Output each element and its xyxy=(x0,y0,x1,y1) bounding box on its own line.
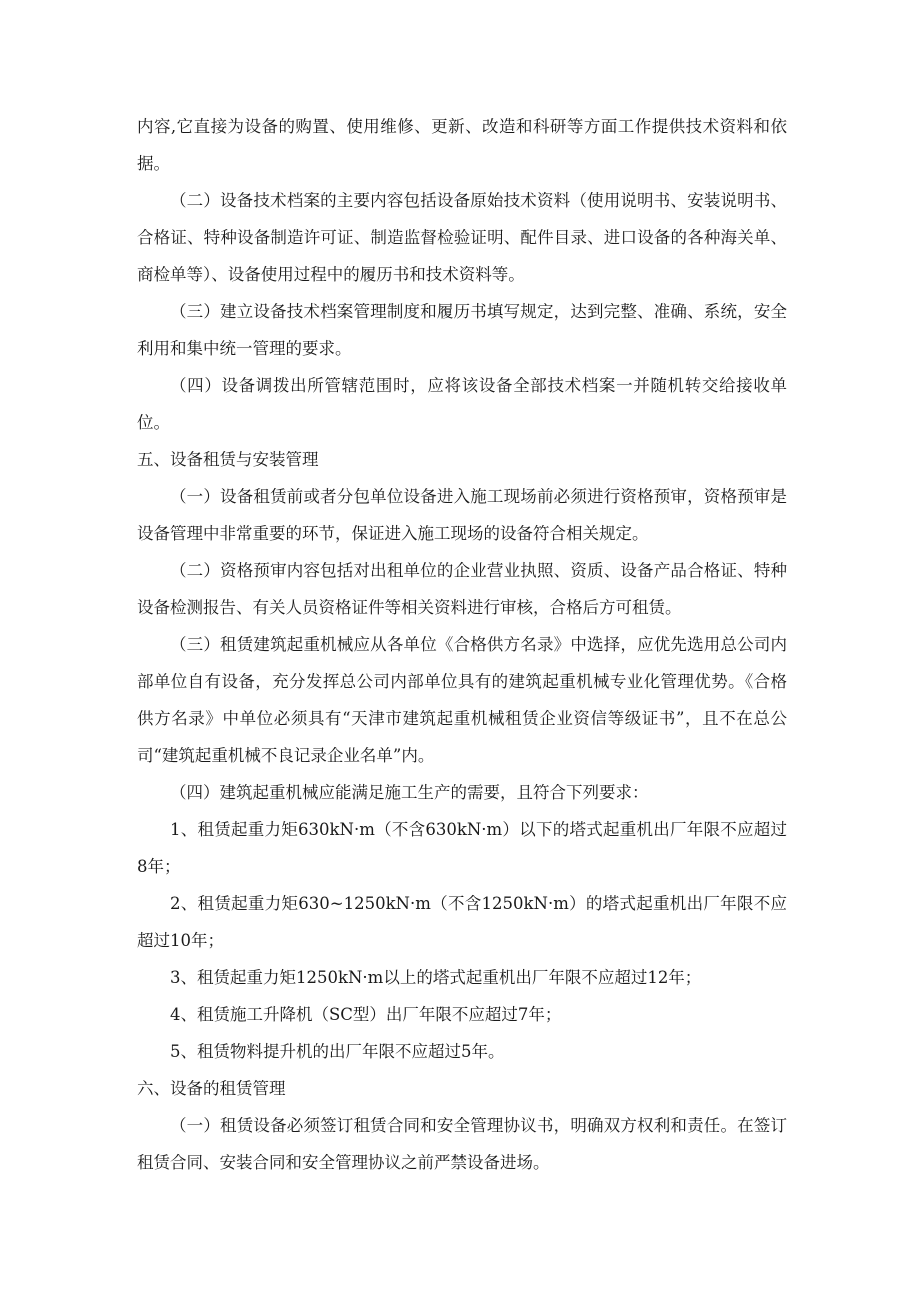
paragraph-archive-contents: （二）设备技术档案的主要内容包括设备原始技术资料（使用说明书、安装说明书、合格证、特种设备制造许可证、制造监督检验证明、配件目录、进口设备的各种海关单、商检单等）、设备使用过程中的履历书和技术资料等。 xyxy=(137,191,787,284)
paragraph-archive-transfer: （四）设备调拨出所管辖范围时，应将该设备全部技术档案一并随机转交给接收单位。 xyxy=(137,376,787,432)
list-item-1: 1、租赁起重力矩630kN·m（不含630kN·m）以下的塔式起重机出厂年限不应超过8年； xyxy=(137,820,787,876)
paragraph-requirements-intro: （四）建筑起重机械应能满足施工生产的需要，且符合下列要求： xyxy=(170,783,649,802)
paragraph-archive-system: （三）建立设备技术档案管理制度和履历书填写规定，达到完整、准确、系统，安全利用和集中统一管理的要求。 xyxy=(137,302,787,358)
paragraph-lease-contract: （一）租赁设备必须签订租赁合同和安全管理协议书，明确双方权利和责任。在签订租赁合同、安装合同和安全管理协议之前严禁设备进场。 xyxy=(137,1116,787,1172)
paragraph-prequalification: （一）设备租赁前或者分包单位设备进入施工现场前必须进行资格预审，资格预审是设备管理中非常重要的环节，保证进入施工现场的设备符合相关规定。 xyxy=(137,487,787,543)
paragraph-prequalification-content: （二）资格预审内容包括对出租单位的企业营业执照、资质、设备产品合格证、特种设备检测报告、有关人员资格证件等相关资料进行审核，合格后方可租赁。 xyxy=(137,561,787,617)
paragraph-continuation: 内容,它直接为设备的购置、使用维修、更新、改造和科研等方面工作提供技术资料和依据。 xyxy=(137,117,787,173)
list-item-3: 3、租赁起重力矩1250kN·m以上的塔式起重机出厂年限不应超过12年； xyxy=(170,968,702,987)
section-heading-5: 五、设备租赁与安装管理 xyxy=(137,450,319,469)
list-item-5: 5、租赁物料提升机的出厂年限不应超过5年。 xyxy=(170,1042,505,1061)
section-heading-6: 六、设备的租赁管理 xyxy=(137,1079,286,1098)
paragraph-supplier-list: （三）租赁建筑起重机械应从各单位《合格供方名录》中选择，应优先选用总公司内部单位自有设备，充分发挥总公司内部单位具有的建筑起重机械专业化管理优势。《合格供方名录》中单位必须具有“天津市建筑起重机械租赁企业资信等级证书”，且不在总公司“建筑起重机械不良记录企业名单”内。 xyxy=(137,635,787,765)
list-item-4: 4、租赁施工升降机（SC型）出厂年限不应超过7年； xyxy=(170,1005,562,1024)
list-item-2: 2、租赁起重力矩630~1250kN·m（不含1250kN·m）的塔式起重机出厂年限不应超过10年； xyxy=(137,894,787,950)
document-page xyxy=(137,108,787,1181)
